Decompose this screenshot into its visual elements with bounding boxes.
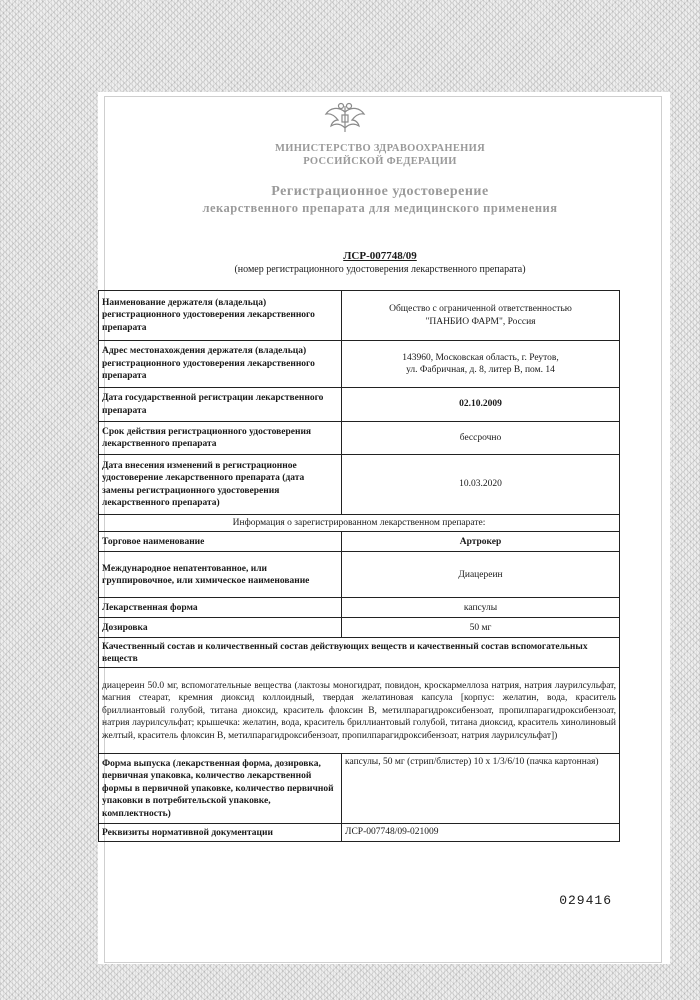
address-value-line-1: 143960, Московская область, г. Реутов,: [402, 352, 559, 363]
address-value: [342, 341, 620, 388]
changes-date-label: Дата внесения изменений в регистрационное удостоверение лекарственного препарата (дата замены регистрационного удостоверения лекарственного препарата): [99, 455, 342, 515]
holder-label: Наименование держателя (владельца) регистрационного удостоверения лекарственного препарата: [99, 291, 342, 341]
document-title: [100, 183, 660, 217]
dosage-form-value: капсулы: [342, 598, 620, 618]
holder-value-line-1: Общество с ограниченной ответственностью: [389, 304, 572, 315]
registration-date-label: Дата государственной регистрации лекарственного препарата: [99, 388, 342, 422]
table-row-info-header: [99, 515, 620, 532]
dosage-label: Дозировка: [99, 618, 342, 638]
form-serial-number: 029416: [559, 893, 612, 908]
dosage-form-label: Лекарственная форма: [99, 598, 342, 618]
trade-name-value: Артрокер: [342, 532, 620, 552]
release-form-value: капсулы, 50 мг (стрип/блистер) 10 x 1/3/6/10 (пачка картонная): [342, 754, 620, 824]
document-title-line-1: Регистрационное удостоверение: [271, 184, 489, 199]
table-row-address: [99, 341, 620, 388]
composition-value: диацереин 50.0 мг, вспомогательные вещества (лактозы моногидрат, повидон, кроскармеллоза натрия, натрия лаурилсульфат, магния стеарат, кремния диоксид коллоидный, твердая желатиновая капсула [корпус: желатин, вода, краситель бриллиантовый голубой, титана диоксид, краситель флоксин В, метилпарагидроксибензоат, пропилпарагидроксибензоат, натрия лаурилсульфат; крышечка: желатин, вода, краситель бриллиантовый голубой, титана диоксид, краситель хинолиновый желтый, краситель флоксин В, метилпарагидроксибензоат, пропилпарагидроксибензоат, натрия лаурилсульфат]): [99, 668, 620, 754]
ministry-name: [100, 142, 660, 168]
release-form-label: Форма выпуска (лекарственная форма, дозировка, первичная упаковка, количество лекарственной формы в первичной упаковке, количество первичной упаковки в потребительской упаковке, комплектность): [99, 754, 342, 824]
table-row-changes-date: [99, 455, 620, 515]
normative-docs-label: Реквизиты нормативной документации: [99, 824, 342, 842]
registration-table: [98, 290, 620, 842]
table-row-validity: [99, 422, 620, 455]
composition-label: Качественный состав и количественный состав действующих веществ и качественный состав вспомогательных веществ: [99, 638, 620, 668]
validity-label: Срок действия регистрационного удостоверения лекарственного препарата: [99, 422, 342, 455]
address-value-line-2: ул. Фабричная, д. 8, литер В, пом. 14: [406, 365, 555, 375]
address-label: Адрес местонахождения держателя (владельца) регистрационного удостоверения лекарственного препарата: [99, 341, 342, 388]
table-row-registration-date: [99, 388, 620, 422]
registration-number-caption: (номер регистрационного удостоверения лекарственного препарата): [234, 264, 526, 275]
table-row-composition-header: [99, 638, 620, 668]
table-row-release-form: [99, 754, 620, 824]
ministry-line-2: РОССИЙСКОЙ ФЕДЕРАЦИИ: [303, 156, 457, 167]
table-row-inn: [99, 552, 620, 598]
dosage-value: 50 мг: [342, 618, 620, 638]
info-header: Информация о зарегистрированном лекарственном препарате:: [99, 515, 620, 532]
trade-name-label: Торговое наименование: [99, 532, 342, 552]
holder-value: [342, 291, 620, 341]
registration-number: ЛСР-007748/09: [343, 250, 417, 262]
changes-date-value: 10.03.2020: [342, 455, 620, 515]
state-emblem-icon: [322, 100, 368, 136]
ministry-line-1: МИНИСТЕРСТВО ЗДРАВООХРАНЕНИЯ: [275, 143, 485, 154]
inn-value: Диацереин: [342, 552, 620, 598]
table-row-composition-body: [99, 668, 620, 754]
table-row-normative-docs: [99, 824, 620, 842]
registration-date-value: 02.10.2009: [342, 388, 620, 422]
validity-value: бессрочно: [342, 422, 620, 455]
document-title-line-2: лекарственного препарата для медицинского применения: [202, 201, 558, 215]
table-row-trade-name: [99, 532, 620, 552]
table-row-dosage-form: [99, 598, 620, 618]
inn-label: Международное непатентованное, или группировочное, или химическое наименование: [99, 552, 342, 598]
normative-docs-value: ЛСР-007748/09-021009: [342, 824, 620, 842]
table-row-dosage: [99, 618, 620, 638]
holder-value-line-2: "ПАНБИО ФАРМ", Россия: [425, 316, 536, 327]
table-row-holder: [99, 291, 620, 341]
